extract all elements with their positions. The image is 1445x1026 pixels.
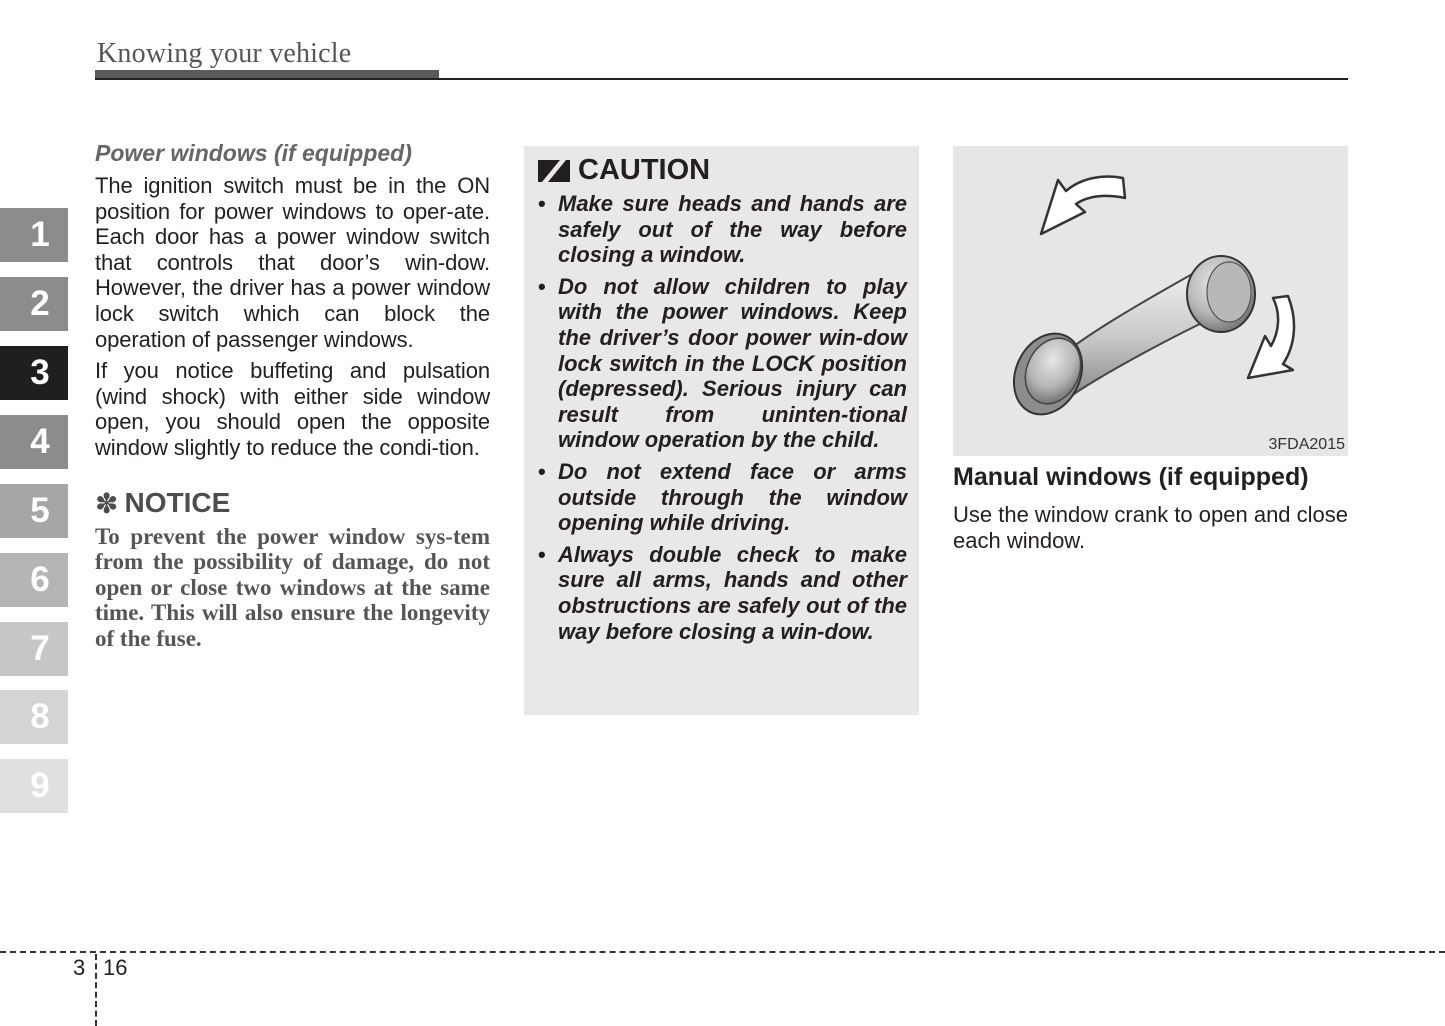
bullet: • [538, 273, 546, 299]
chapter-tab-9[interactable]: 9 [0, 759, 68, 813]
bullet: • [538, 191, 546, 216]
notice-label: NOTICE [124, 487, 231, 519]
caution-item: • Always double check to make sure all arms, hands and other obstructions are safely out of the way before closing a win-dow. [538, 541, 907, 644]
footer-vertical-divider [95, 954, 97, 1026]
chapter-tab-1[interactable]: 1 [0, 208, 68, 262]
left-column [95, 140, 490, 652]
caution-icon [538, 160, 570, 182]
page-chapter-number: 3 [73, 955, 86, 980]
header-rule-thin [95, 78, 1348, 80]
manual-windows-heading: Manual windows (if equipped) [953, 463, 1309, 491]
chapter-tab-2[interactable]: 2 [0, 277, 68, 331]
chapter-tab-4[interactable]: 4 [0, 415, 68, 469]
manual-windows-text: Use the window crank to open and close each window. [953, 502, 1349, 553]
notice-heading [95, 487, 490, 520]
notice-star-icon: ✽ [95, 487, 119, 519]
figure-code: 3FDA2015 [1268, 436, 1345, 453]
caution-heading [538, 154, 907, 187]
caution-box [524, 146, 919, 715]
chapter-tab-8[interactable]: 8 [0, 690, 68, 744]
caution-item: • Do not extend face or arms outside through the window opening while driving. [538, 458, 907, 536]
paragraph: The ignition switch must be in the ON position for power windows to oper-ate. Each door has a power window switch that controls that door’s win-dow. However, the driver has a power window lock switch which can block the operation of passenger windows. [95, 173, 490, 352]
section-title: Knowing your vehicle [97, 38, 352, 69]
page-number: 16 [103, 955, 128, 980]
caution-item: • Do not allow children to play with the power windows. Keep the driver’s door power win-dow lock switch in the LOCK position (depressed). Serious injury can result from uninten-tional window operation by the child. [538, 273, 907, 453]
power-windows-subheading: Power windows (if equipped) [95, 140, 412, 166]
chapter-tab-5[interactable]: 5 [0, 484, 68, 538]
paragraph: If you notice buffeting and pulsation (wind shock) with either side window open, you should open the opposite window slightly to reduce the condi-tion. [95, 358, 490, 460]
caution-list [538, 191, 907, 644]
bullet: • [538, 458, 546, 484]
caution-item: • Make sure heads and hands are safely out of the way before closing a window. [538, 191, 907, 268]
chapter-tab-3[interactable]: 3 [0, 346, 68, 400]
bullet: • [538, 541, 546, 567]
window-crank-figure [953, 146, 1348, 456]
footer-divider [0, 951, 1445, 953]
chapter-tab-7[interactable]: 7 [0, 622, 68, 676]
caution-label: CAUTION [578, 154, 711, 186]
chapter-tab-6[interactable]: 6 [0, 553, 68, 607]
window-crank-illustration [953, 146, 1348, 456]
notice-text: To prevent the power window sys-tem from the possibility of damage, do not open or close two windows at the same time. This will also ensure the longevity of the fuse. [95, 523, 490, 651]
